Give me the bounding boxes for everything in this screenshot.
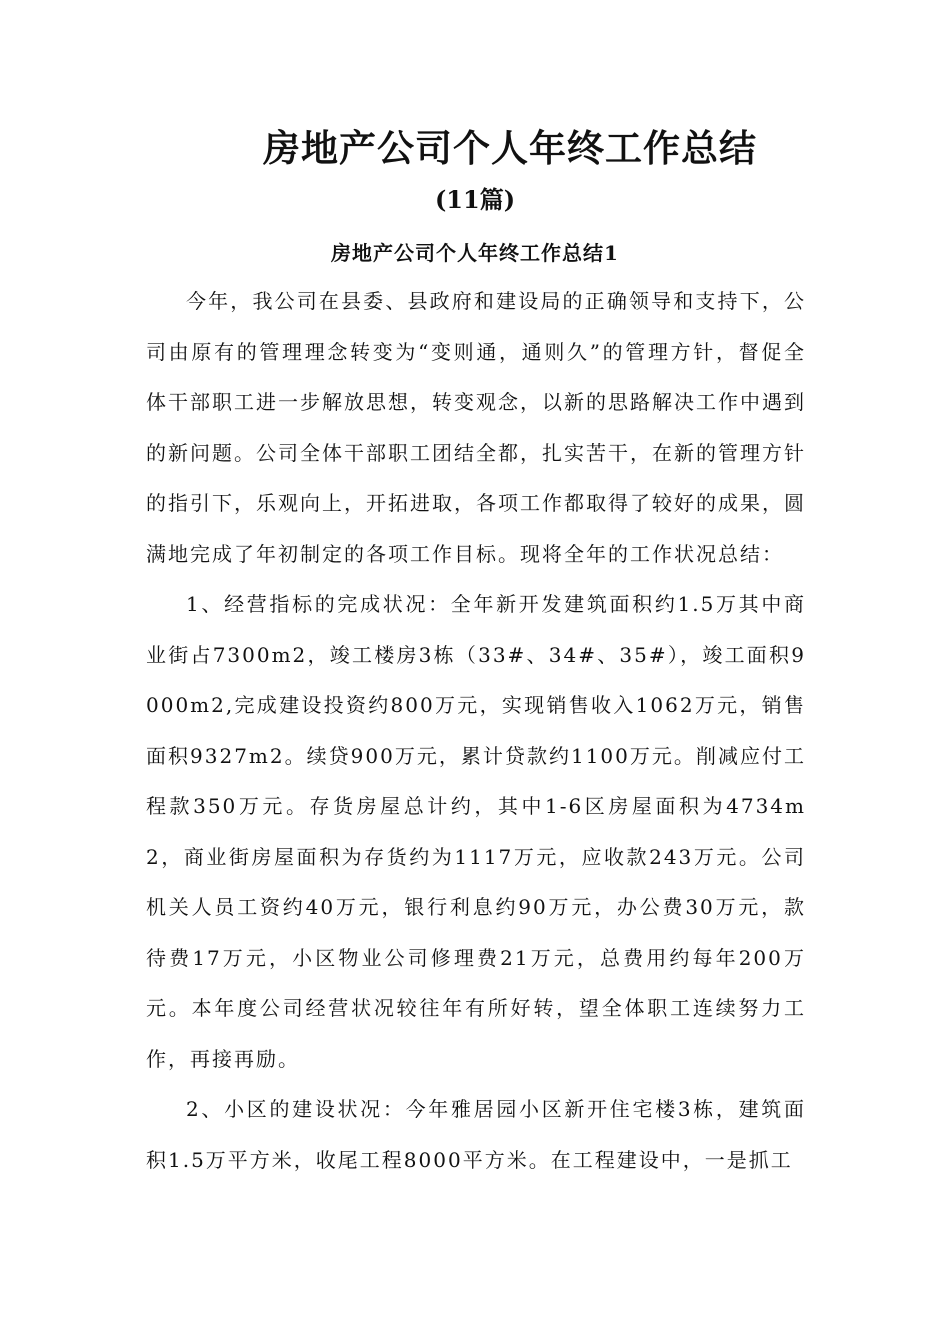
document-title: 房地产公司个人年终工作总结 [263,126,757,170]
document-subtitle: (11篇) [434,185,516,214]
paragraph-operating-indicators: 1、经营指标的完成状况：全年新开发建筑面积约1.5万其中商业街占7300m2，竣工楼房3栋（33#、34#、35#），竣工面积9000m2,完成建设投资约800万元，实现销售收入1062万元，销售面积9327m2。续贷900万元，累计贷款约1100万元。削减应付工程款350万元。存货房屋总计约，其中1-6区房屋面积为4734m2，商业街房屋面积为存货约为1117万元，应收款243万元。公司机关人员工资约40万元，银行利息约90万元，办公费30万元，款待费17万元，小区物业公司修理费21万元，总费用约每年200万元。本年度公司经营状况较往年有所好转，望全体职工连续努力工作，再接再励。 [146,592,806,1071]
document-body [146,276,806,1185]
section-title: 房地产公司个人年终工作总结1 [331,241,619,265]
paragraph-intro: 今年，我公司在县委、县政府和建设局的正确领导和支持下，公司由原有的管理理念转变为“变则通，通则久”的管理方针，督促全体干部职工进一步解放思想，转变观念，以新的思路解决工作中遇到的新问题。公司全体干部职工团结全都，扎实苦干，在新的管理方针的指引下，乐观向上，开拓进取，各项工作都取得了较好的成果，圆满地完成了年初制定的各项工作目标。现将全年的工作状况总结： [146,289,806,566]
paragraph-community-construction: 2、小区的建设状况：今年雅居园小区新开住宅楼3栋，建筑面积1.5万平方米，收尾工程8000平方米。在工程建设中，一是抓工 [146,1097,806,1172]
